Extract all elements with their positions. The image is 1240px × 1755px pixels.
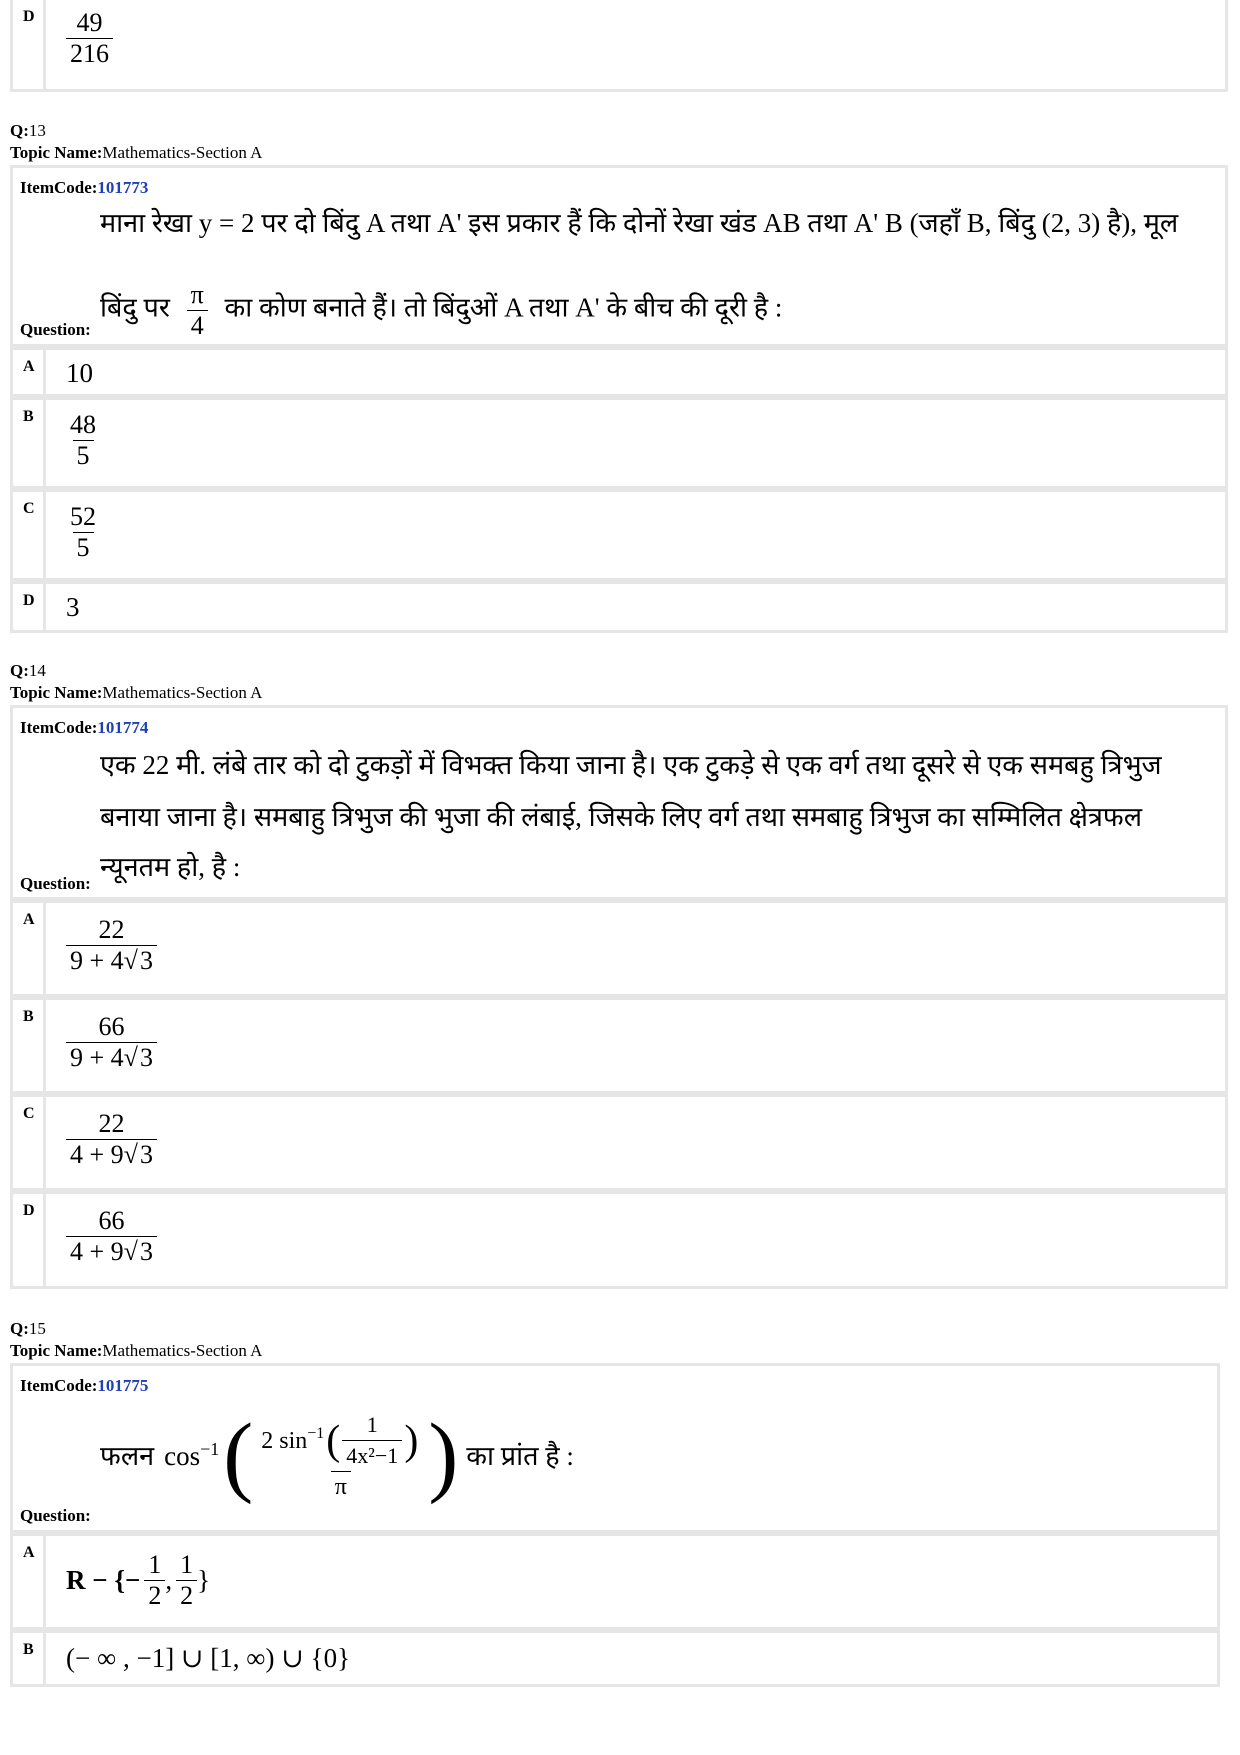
question-text: एक 22 मी. लंबे तार को दो टुकड़ों में विभक्त किया जाना है। एक टुकड़े से एक वर्ग तथा दूसरे से एक समबहु त्रिभुज: [100, 750, 1162, 780]
option-row: B $\frac{66}{9 + 4√3}$: [10, 997, 1228, 1094]
question-text: बनाया जाना है। समबाहु त्रिभुज की भुजा की लंबाई, जिसके लिए वर्ग तथा समबाहु त्रिभुज का सम्मिलित क्षेत्रफल: [100, 802, 1143, 832]
option-row: C $\frac{52}{5}$: [10, 489, 1228, 581]
option-value: R − {− $\frac{1}{2}$ , $\frac{1}{2}$ }: [66, 1550, 211, 1610]
question-text: न्यूनतम हो, है :: [100, 852, 241, 882]
option-value: $\frac{66}{9 + 4√3}$: [66, 1012, 157, 1073]
option-value: 10: [66, 358, 93, 388]
option-row: D 3: [10, 581, 1228, 633]
question-label: Question:: [20, 1506, 91, 1525]
divider: [43, 0, 46, 89]
question-box: [10, 1363, 1220, 1533]
question-text: बिंदु पर $\frac{\pi}{4}$ का कोण बनाते हैं। तो बिंदुओं A तथा A' के बीच की दूरी है :: [100, 280, 783, 340]
option-value: (− ∞ , −1] ∪ [1, ∞) ∪ {0}: [66, 1643, 351, 1673]
option-value: 3: [66, 592, 80, 622]
option-row: A R − {− $\frac{1}{2}$ , $\frac{1}{2}$ }: [10, 1533, 1220, 1630]
question-label: Question:: [20, 874, 91, 893]
fraction-denominator: 216: [66, 38, 113, 69]
option-row: C $\frac{22}{4 + 9√3}$: [10, 1094, 1228, 1191]
topic-name: Topic Name:Mathematics-Section A: [10, 143, 263, 162]
option-value: $\frac{22}{4 + 9√3}$: [66, 1109, 157, 1170]
question-text: माना रेखा y = 2 पर दो बिंदु A तथा A' इस प्रकार हैं कि दोनों रेखा खंड AB तथा A' B (जहाँ B, बिंदु (2, 3) है), मूल: [100, 208, 1179, 238]
question-box: [10, 705, 1228, 900]
question-number: Q:14: [10, 661, 46, 680]
option-value: $\frac{52}{5}$: [70, 502, 96, 562]
option-letter: D: [23, 8, 35, 25]
item-code: ItemCode:101774: [20, 718, 149, 737]
option-value: $\frac{48}{5}$: [70, 410, 96, 470]
option-row: B (− ∞ , −1] ∪ [1, ∞) ∪ {0}: [10, 1630, 1220, 1687]
option-row: B $\frac{48}{5}$: [10, 397, 1228, 489]
option-value: $\frac{22}{9 + 4√3}$: [66, 915, 157, 976]
question-label: Question:: [20, 320, 91, 339]
question-box: [10, 165, 1228, 347]
topic-name: Topic Name:Mathematics-Section A: [10, 1341, 263, 1360]
question-text: फलन cos $^{-1}$ ( 2 sin $^{-1}$ ( $\frac{1}{\text{4x²−1}}$ ) π ) का प्रांत है :: [100, 1406, 574, 1505]
question-number: Q:13: [10, 121, 46, 140]
option-value: [66, 8, 113, 69]
item-code: ItemCode:101773: [20, 178, 149, 197]
option-row: [10, 0, 1228, 92]
topic-name: Topic Name:Mathematics-Section A: [10, 683, 263, 702]
fraction-numerator: 49: [76, 8, 103, 37]
option-row: A 10: [10, 347, 1228, 397]
option-row: A $\frac{22}{9 + 4√3}$: [10, 900, 1228, 997]
option-value: $\frac{66}{4 + 9√3}$: [66, 1206, 157, 1267]
question-number: Q:15: [10, 1319, 46, 1338]
option-row: D $\frac{66}{4 + 9√3}$: [10, 1191, 1228, 1289]
item-code: ItemCode:101775: [20, 1376, 149, 1395]
